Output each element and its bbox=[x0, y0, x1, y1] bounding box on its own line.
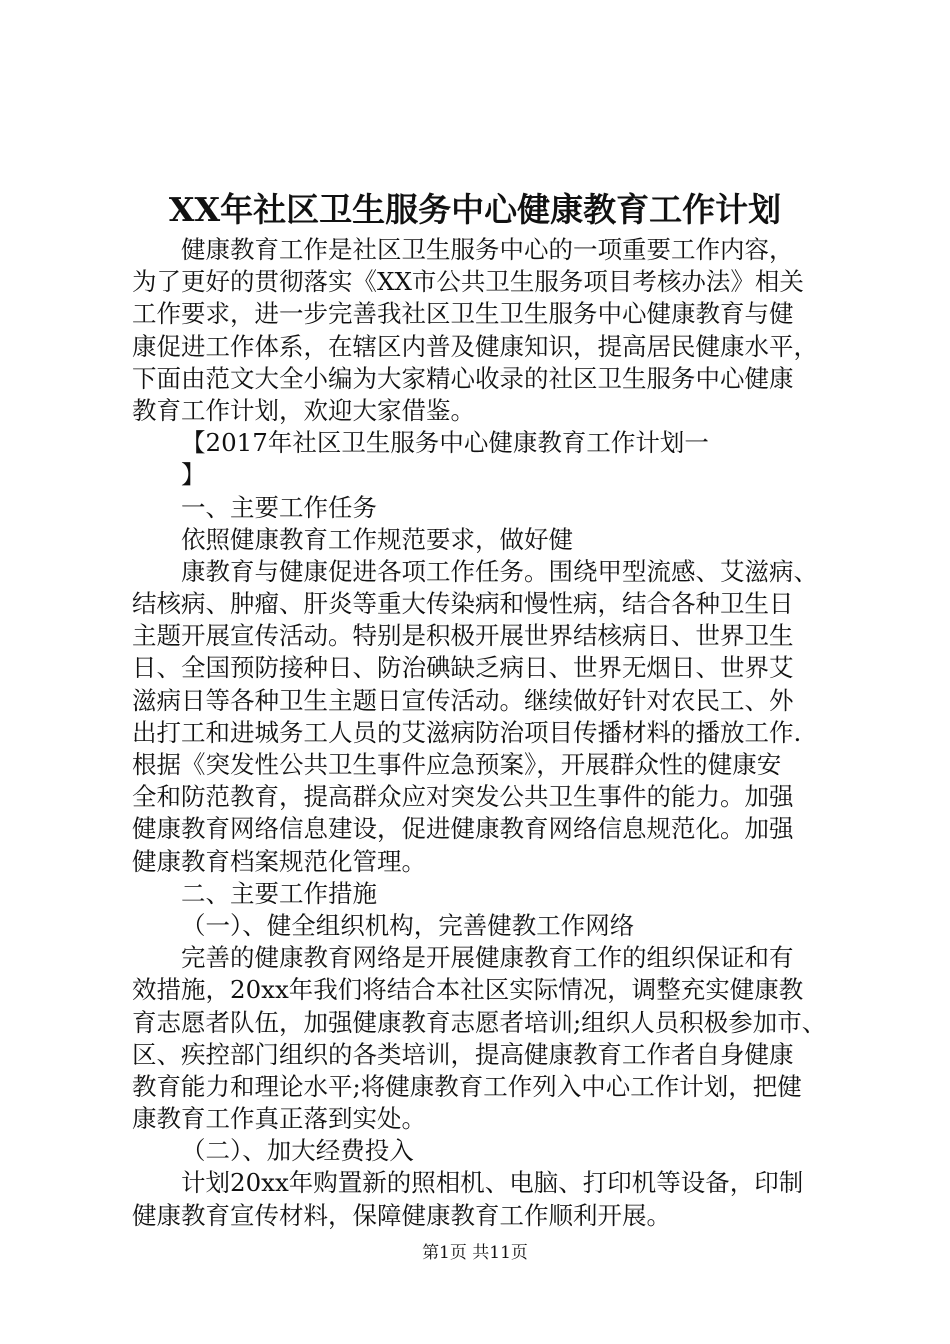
section-heading: 二、主要工作措施 bbox=[181, 878, 377, 908]
paragraph-line: 健康教育档案规范化管理。 bbox=[132, 846, 426, 876]
paragraph-line: 结核病、肿瘤、肝炎等重大传染病和慢性病，结合各种卫生日 bbox=[132, 589, 794, 619]
paragraph-line: 主题开展宣传活动。特别是积极开展世界结核病日、世界卫生 bbox=[132, 621, 794, 651]
paragraph-line: 滋病日等各种卫生主题日宣传活动。继续做好针对农民工、外 bbox=[132, 685, 794, 715]
paragraph-line: 完善的健康教育网络是开展健康教育工作的组织保证和有 bbox=[181, 943, 794, 973]
subsection-heading: （二）、加大经费投入 bbox=[181, 1136, 414, 1166]
paragraph-line: 康促进工作体系，在辖区内普及健康知识，提高居民健康水平， bbox=[132, 331, 818, 361]
paragraph-line: 教育工作计划，欢迎大家借鉴。 bbox=[132, 395, 475, 425]
paragraph-line: 根据《突发性公共卫生事件应急预案》，开展群众性的健康安 bbox=[132, 750, 782, 779]
paragraph-line: 日、全国预防接种日、防治碘缺乏病日、世界无烟日、世界艾 bbox=[132, 653, 794, 683]
paragraph-line: 出打工和进城务工人员的艾滋病防治项目传播材料的播放工作. bbox=[132, 717, 802, 747]
paragraph-line: 育志愿者队伍，加强健康教育志愿者培训;组织人员积极参加市、 bbox=[132, 1007, 827, 1037]
paragraph-line: 全和防范教育，提高群众应对突发公共卫生事件的能力。加强 bbox=[132, 782, 794, 812]
paragraph-line: 计划20xx年购置新的照相机、电脑、打印机等设备，印制 bbox=[181, 1168, 804, 1198]
paragraph-line: 下面由范文大全小编为大家精心收录的社区卫生服务中心健康 bbox=[132, 363, 794, 393]
paragraph-line: 区、疾控部门组织的各类培训，提高健康教育工作者自身健康 bbox=[132, 1039, 794, 1069]
paragraph-line: 健康教育网络信息建设，促进健康教育网络信息规范化。加强 bbox=[132, 814, 794, 844]
section-heading: 一、主要工作任务 bbox=[181, 492, 377, 522]
paragraph-line: 依照健康教育工作规范要求，做好健 bbox=[181, 524, 573, 554]
subsection-heading: （一）、健全组织机构，完善健教工作网络 bbox=[181, 910, 635, 940]
document-body bbox=[132, 234, 832, 1232]
paragraph-line: 效措施，20xx年我们将结合本社区实际情况，调整充实健康教 bbox=[132, 975, 804, 1005]
document-title: XX年社区卫生服务中心健康教育工作计划 bbox=[168, 190, 782, 229]
paragraph-line: 健康教育宣传材料，保障健康教育工作顺利开展。 bbox=[132, 1200, 671, 1230]
paragraph-line: 教育能力和理论水平;将健康教育工作列入中心工作计划，把健 bbox=[132, 1071, 802, 1101]
paragraph-line: 工作要求，进一步完善我社区卫生卫生服务中心健康教育与健 bbox=[132, 299, 794, 329]
section-heading: 【2017年社区卫生服务中心健康教育工作计划一 bbox=[181, 428, 709, 458]
paragraph-line: 康教育与健康促进各项工作任务。围绕甲型流感、艾滋病、 bbox=[181, 556, 818, 586]
paragraph-line: 为了更好的贯彻落实《XX市公共卫生服务项目考核办法》相关 bbox=[132, 267, 804, 297]
paragraph-line: 健康教育工作是社区卫生服务中心的一项重要工作内容， bbox=[181, 235, 794, 264]
page-footer: 第1页 共11页 bbox=[422, 1243, 528, 1263]
paragraph-line: 康教育工作真正落到实处。 bbox=[132, 1104, 426, 1134]
section-heading: 】 bbox=[181, 460, 206, 490]
